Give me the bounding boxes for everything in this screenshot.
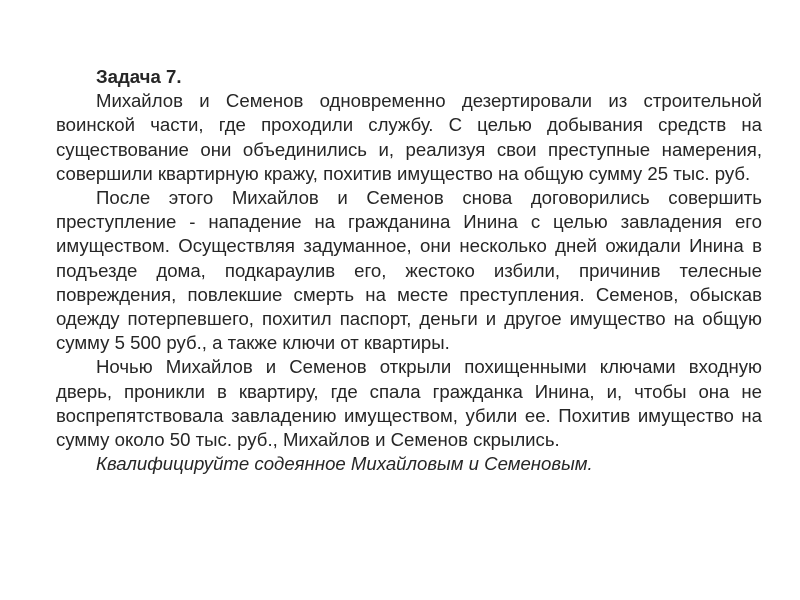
- paragraph-murder: Ночью Михайлов и Семенов открыли похищенными ключами входную дверь, проникли в квартиру, где спала гражданка Инина, и, чтобы она не воспрепятствовала завладению имуществом, убили ее. Похитив имущество на сумму около 50 тыс. руб., Михайлов и Семенов скрылись.: [56, 356, 762, 451]
- document-body: [56, 65, 762, 476]
- document-title: Задача 7.: [96, 66, 182, 87]
- paragraph-theft: Михайлов и Семенов одновременно дезертировали из строительной воинской части, где проходили службу. С целью добывания средств на существование они объединились и, реализуя свои преступные намерения, совершили квартирную кражу, похитив имущество на общую сумму 25 тыс. руб.: [56, 90, 762, 184]
- paragraph-assault: После этого Михайлов и Семенов снова договорились совершить преступление - нападение на гражданина Инина с целью завладения его имуществом. Осуществляя задуманное, они несколько дней ожидали Инина в подъезде дома, подкараулив его, жестоко избили, причинив телесные повреждения, повлекшие смерть на месте преступления. Семенов, обыскав одежду потерпевшего, похитил паспорт, деньги и другое имущество на общую сумму 5 500 руб., а также ключи от квартиры.: [56, 187, 762, 354]
- task-instruction: Квалифицируйте содеянное Михайловым и Семеновым.: [96, 453, 593, 475]
